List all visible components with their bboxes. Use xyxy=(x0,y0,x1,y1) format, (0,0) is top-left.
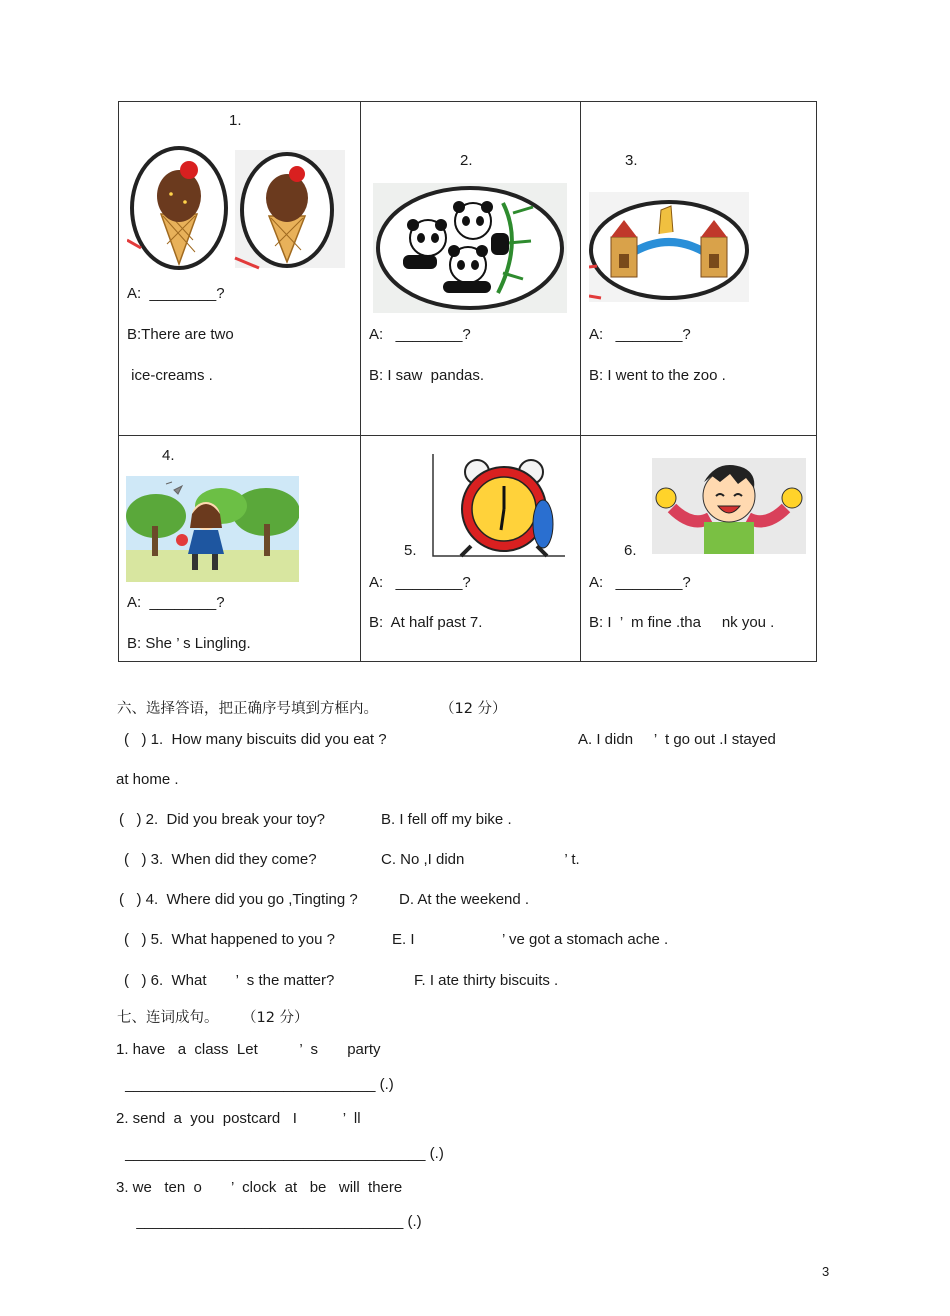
section-7-score: （12 分） xyxy=(242,1010,309,1026)
answer-line-b: B: At half past 7. xyxy=(369,614,483,631)
scrambled-sentence-3: 3. we ten o ’ clock at be will there xyxy=(116,1179,403,1196)
cell-number: 2. xyxy=(460,152,473,169)
answer-line-1: ______________________________ (.) xyxy=(121,1076,394,1093)
answer-line-b: B: I ’ m fine .tha nk you . xyxy=(589,614,775,631)
match-question-1: ( ) 1. How many biscuits did you eat ? xyxy=(124,731,387,748)
picture-question-table xyxy=(118,101,817,662)
section-6-score: （12 分） xyxy=(440,701,507,717)
question-line-a: A: ________? xyxy=(369,574,471,591)
section-7-heading: 七、连词成句。 xyxy=(117,1010,219,1026)
answer-line-b: B: I went to the zoo . xyxy=(589,367,726,384)
answer-option-a: A. I didn ’ t go out .I stayed xyxy=(578,731,776,748)
answer-line-b: B:There are two xyxy=(127,326,234,343)
cell-4 xyxy=(119,436,361,662)
page-number: 3 xyxy=(822,1264,830,1279)
match-question-5: ( ) 5. What happened to you ? xyxy=(124,931,335,948)
cell-number: 5. xyxy=(404,542,417,559)
happy-boy-icon xyxy=(652,458,806,554)
ice-cream-icon xyxy=(127,144,349,272)
cell-3 xyxy=(581,102,817,436)
question-line-a: A: ________? xyxy=(127,594,225,611)
cell-6 xyxy=(581,436,817,662)
question-line-a: A: ________? xyxy=(589,574,691,591)
answer-option-d: D. At the weekend . xyxy=(399,891,530,908)
answer-line-b-cont: ice-creams . xyxy=(127,367,213,384)
question-line-a: A: ________? xyxy=(127,285,225,302)
answer-line-2: ____________________________________ (.) xyxy=(121,1145,444,1162)
cell-number: 3. xyxy=(625,152,638,169)
answer-line-b: B: I saw pandas. xyxy=(369,367,485,384)
girl-park-icon xyxy=(126,476,299,582)
match-question-6: ( ) 6. What ’ s the matter? xyxy=(124,972,335,989)
cell-number: 1. xyxy=(229,112,242,129)
match-question-2: ( ) 2. Did you break your toy? xyxy=(119,811,325,828)
scrambled-sentence-1: 1. have a class Let ’ s party xyxy=(116,1041,381,1058)
cell-5 xyxy=(361,436,581,662)
zoo-gate-icon xyxy=(589,192,749,302)
cell-2 xyxy=(361,102,581,436)
panda-icon xyxy=(373,183,567,313)
answer-option-c: C. No ,I didn ’ t. xyxy=(381,851,580,868)
match-question-3: ( ) 3. When did they come? xyxy=(124,851,317,868)
answer-option-b: B. I fell off my bike . xyxy=(381,811,512,828)
answer-option-a-cont: at home . xyxy=(116,771,179,788)
question-line-a: A: ________? xyxy=(369,326,471,343)
scrambled-sentence-2: 2. send a you postcard I ’ ll xyxy=(116,1110,361,1127)
question-line-a: A: ________? xyxy=(589,326,691,343)
answer-line-3: ________________________________ (.) xyxy=(128,1213,422,1230)
cell-number: 6. xyxy=(624,542,637,559)
answer-option-f: F. I ate thirty biscuits . xyxy=(414,972,559,989)
section-6-heading: 六、选择答语，把正确序号填到方框内。 xyxy=(117,701,378,717)
cell-number: 4. xyxy=(162,447,175,464)
match-question-4: ( ) 4. Where did you go ,Tingting ? xyxy=(119,891,358,908)
answer-option-e: E. I ’ ve got a stomach ache . xyxy=(392,931,669,948)
answer-line-b: B: She ’ s Lingling. xyxy=(127,635,251,652)
cell-1 xyxy=(119,102,361,436)
alarm-clock-icon xyxy=(431,454,567,558)
